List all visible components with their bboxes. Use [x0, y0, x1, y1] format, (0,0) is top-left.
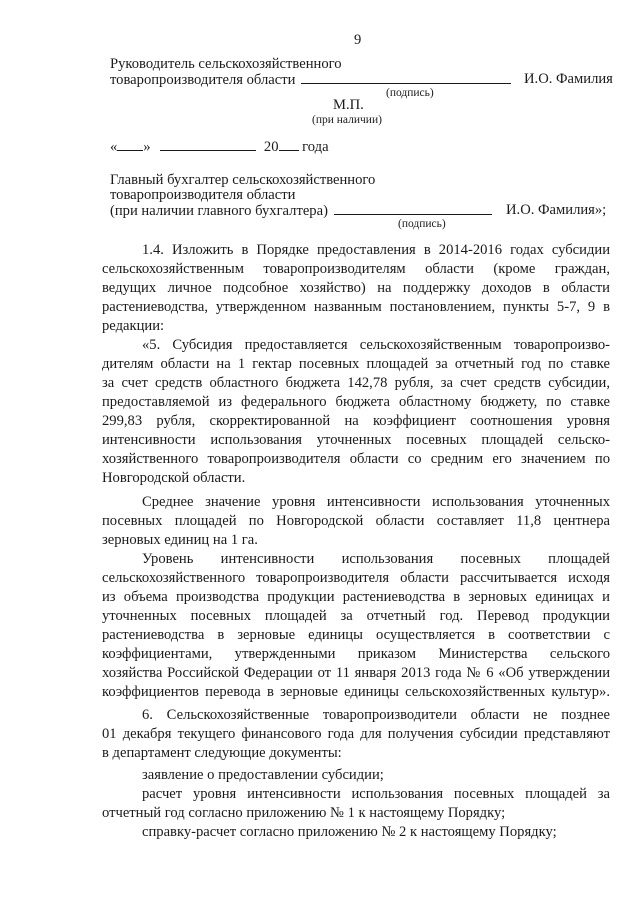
year-suffix: года: [302, 139, 329, 155]
p4-line5: растениеводства в зерновые единицы осуществляется в соответствии с: [102, 627, 610, 643]
p3-line3: зерновых единиц на 1 га.: [102, 532, 258, 548]
p7-line2: отчетный год согласно приложению № 1 к настоящему Порядку;: [102, 805, 506, 821]
p2-line2: дителям области на 1 гектар посевных площадей за отчетный год по ставке: [102, 356, 610, 372]
p3-line2: посевных площадей по Новгородской области составляет 11,8 центнера: [102, 513, 610, 529]
date-line: [110, 137, 329, 156]
p5-line2: 01 декабря текущего финансового года для получения субсидии представляют: [102, 726, 610, 742]
head-name: И.О. Фамилия: [524, 71, 613, 87]
p4-line4: уточненных посевных площадей за отчетный год. Перевод продукции: [102, 608, 610, 624]
stamp-caption: (при наличии): [312, 114, 382, 126]
p3-line1: Среднее значение уровня интенсивности использования уточненных: [142, 494, 610, 510]
p2-line6: интенсивности использования уточненных посевных площадей сельско-: [102, 432, 610, 448]
accountant-signature-line: [334, 201, 492, 215]
p2-line5: 299,83 рубля, скорректированной на коэффициент соотношения уровня: [102, 413, 610, 429]
day-blank: [117, 137, 143, 151]
p1-line4: растениеводства, утвержденном названным постановлением, пункты 5-7, 9 в: [102, 299, 610, 315]
p2-line4: предоставляемой из федерального бюджета областному бюджету, по ставке: [102, 394, 610, 410]
p4-line7: хозяйства Российской Федерации от 11 января 2013 года № 6 «Об утверждении: [102, 665, 610, 681]
p4-line8: коэффициентов перевода в зерновые единицы сельскохозяйственных культур».: [102, 684, 610, 700]
date-close-quote: »: [143, 139, 151, 155]
p4-line2: сельскохозяйственного товаропроизводителя области рассчитывается исходя: [102, 570, 610, 586]
head-signature-line: [301, 70, 511, 84]
accountant-signature-caption: (подпись): [398, 218, 446, 230]
p2-line3: за счет средств областного бюджета 142,78 рубля, за счет средств субсидии,: [102, 375, 610, 391]
page-number: 9: [354, 32, 362, 48]
head-role-line2: [110, 70, 511, 89]
year-prefix: 20: [263, 139, 279, 155]
p4-line3: из объема производства продукции растениеводства в зерновых единицах и: [102, 589, 610, 605]
accountant-name: И.О. Фамилия»;: [506, 202, 607, 218]
month-blank: [160, 137, 256, 151]
accountant-role-line1: Главный бухгалтер сельскохозяйственного: [110, 172, 376, 188]
head-role-line1: Руководитель сельскохозяйственного: [110, 56, 342, 72]
p1-line5: редакции:: [102, 318, 165, 334]
p2-line1: «5. Субсидия предоставляется сельскохозяйственным товаропроизво-: [142, 337, 610, 353]
p4-line1: Уровень интенсивности использования посевных площадей: [142, 551, 610, 567]
p2-line7: хозяйственного товаропроизводителя области со средним его значением по: [102, 451, 610, 467]
accountant-role-text: (при наличии главного бухгалтера): [110, 203, 328, 219]
p5-line3: в департамент следующие документы:: [102, 745, 342, 761]
p1-line3: ведущих личное подсобное хозяйство) на поддержку доходов в области: [102, 280, 610, 296]
p8-line1: справку-расчет согласно приложению № 2 к настоящему Порядку;: [142, 824, 557, 840]
head-signature-caption: (подпись): [386, 87, 434, 99]
p2-line8: Новгородской области.: [102, 470, 246, 486]
p7-line1: расчет уровня интенсивности использования посевных площадей за: [142, 786, 610, 802]
date-open-quote: «: [110, 139, 118, 155]
accountant-role-line2: товаропроизводителя области: [110, 187, 296, 203]
p1-line1: 1.4. Изложить в Порядке предоставления в 2014-2016 годах субсидии: [142, 242, 610, 258]
p5-line1: 6. Сельскохозяйственные товаропроизводители области не позднее: [142, 707, 610, 723]
year-blank: [279, 137, 299, 151]
p1-line2: сельскохозяйственным товаропроизводителям области (кроме граждан,: [102, 261, 610, 277]
stamp-label: М.П.: [333, 97, 364, 113]
p4-line6: коэффициентами, утвержденными приказом Министерства сельского: [102, 646, 610, 662]
head-role-text: товаропроизводителя области: [110, 72, 296, 88]
p6-line1: заявление о предоставлении субсидии;: [142, 767, 384, 783]
